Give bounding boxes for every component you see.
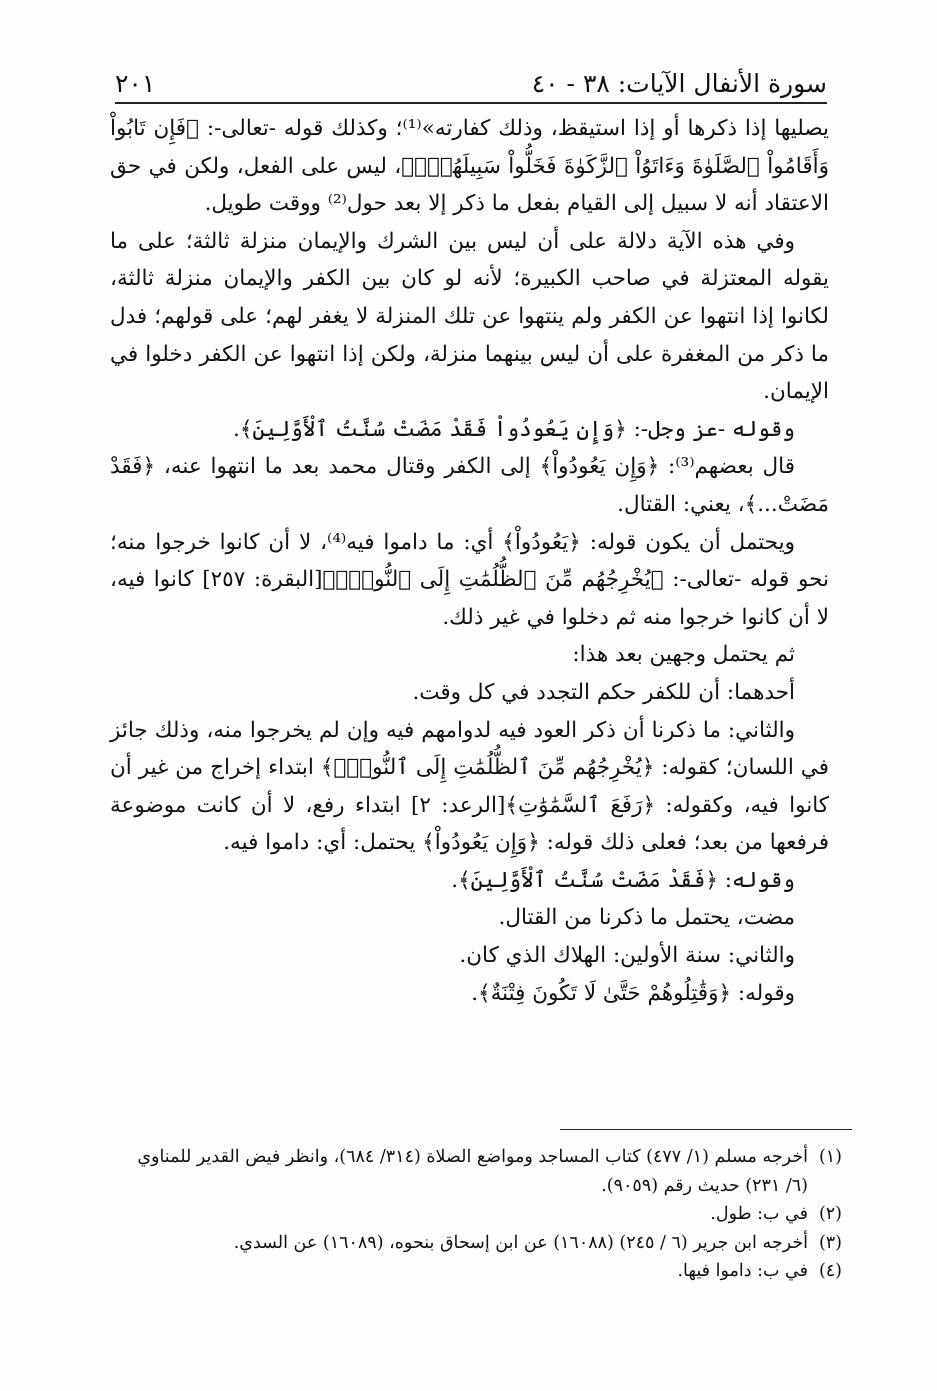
page-number: ٢٠١ <box>115 69 156 98</box>
footnote <box>110 1143 842 1200</box>
footnote-separator <box>560 1129 852 1130</box>
paragraph: يصليها إذا ذكرها أو إذا استيقظ، وذلك كفارته»⁽¹⁾؛ وكذلك قوله -تعالى-: ﴿فَإِن تَابُواْ وَأَقَامُواْ ٱلصَّلَوٰةَ وَءَاتَوُاْ ٱلزَّكَوٰةَ فَخَلُّواْ سَبِيلَهُمْۚ﴾، ليس على الفعل، ولكن في حق الاعتقاد أنه لا سبيل إلى القيام بفعل ما ذكر إلا بعد حول⁽²⁾ ووقت طويل. <box>110 116 829 217</box>
footnote-number: (١) <box>818 1147 842 1167</box>
running-title: سورة الأنفال الآيات: ٣٨ - ٤٠ <box>531 69 827 98</box>
page-header <box>115 58 827 104</box>
paragraph: مضت، يحتمل ما ذكرنا من القتال. <box>498 905 795 931</box>
paragraph: وقوله: ﴿فَقَدْ مَضَتْ سُنَّتُ ٱلْأَوَّلِينَ﴾. <box>451 867 795 893</box>
paragraph: والثاني: ما ذكرنا أن ذكر العود فيه لدوامهم فيه وإن لم يخرجوا منه، وذلك جائز في اللسان؛ كقوله: ﴿يُخْرِجُهُم مِّنَ ٱلظُّلُمَٰتِ إِلَى ٱلنُّورِۖ﴾ ابتداء إخراج من غير أن كانوا فيه، وكقوله: ﴿رَفَعَ ٱلسَّمَٰوَٰتِ﴾[الرعد: ٢] ابتداء رفع، لا أن كانت موضوعة فرفعها من بعد؛ فعلى ذلك قوله: ﴿وَإِن يَعُودُواْ﴾ يحتمل: أي: داموا فيه. <box>110 717 829 856</box>
footnote <box>110 1200 842 1229</box>
paragraph: وقوله: ﴿وَقَٰتِلُوهُمْ حَتَّىٰ لَا تَكُونَ فِتْنَةٌ﴾. <box>471 980 795 1006</box>
footnote-text: في ب: طول. <box>710 1204 808 1224</box>
footnote-text: في ب: داموا فيها. <box>677 1261 808 1281</box>
paragraph: والثاني: سنة الأولين: الهلاك الذي كان. <box>459 943 795 969</box>
main-text <box>110 110 829 1110</box>
paragraph: قال بعضهم⁽³⁾: ﴿وَإِن يَعُودُواْ﴾ إلى الكفر وقتال محمد بعد ما انتهوا عنه، ﴿فَقَدْ مَضَتْ...﴾، يعني: القتال. <box>110 454 829 517</box>
paragraph: وقوله -عز وجل-: ﴿وَإِن يَعُودُواْ فَقَدْ مَضَتْ سُنَّتُ ٱلْأَوَّلِينَ﴾. <box>233 416 795 442</box>
footnote-number: (٤) <box>818 1261 842 1281</box>
footnote-text: أخرجه ابن جرير (٦ / ٢٤٥) (١٦٠٨٨) عن ابن إسحاق بنحوه، (١٦٠٨٩) عن السدي. <box>233 1232 808 1253</box>
paragraph: ويحتمل أن يكون قوله: ﴿يَعُودُواْ﴾ أي: ما داموا فيه⁽⁴⁾، لا أن كانوا خرجوا منه؛ نحو قوله -تعالى-: ﴿يُخْرِجُهُم مِّنَ ٱلظُّلُمَٰتِ إِلَى ٱلنُّورِۖ﴾[البقرة: ٢٥٧] كانوا فيه، لا أن كانوا خرجوا منه ثم دخلوا في غير ذلك. <box>110 529 829 630</box>
paragraph: وفي هذه الآية دلالة على أن ليس بين الشرك والإيمان منزلة ثالثة؛ على ما يقوله المعتزلة في صاحب الكبيرة؛ لأنه لو كان بين الكفر والإيمان منزلة ثالثة، لكانوا إذا انتهوا عن الكفر ولم ينتهوا عن تلك المنزلة لا يغفر لهم؛ على قولهم؛ فدل ما ذكر من المغفرة على أن ليس بينهما منزلة، ولكن إذا انتهوا عن الكفر دخلوا في الإيمان. <box>110 228 829 405</box>
footnotes <box>110 1143 842 1286</box>
footnote-number: (٣) <box>818 1232 842 1253</box>
footnote <box>110 1257 842 1286</box>
paragraph: ثم يحتمل وجهين بعد هذا: <box>572 642 795 668</box>
footnote-number: (٢) <box>818 1204 842 1224</box>
footnote-text: أخرجه مسلم (١/ ٤٧٧) كتاب المساجد ومواضع الصلاة (٣١٤/ ٦٨٤)، وانظر فيض القدير للمناوي (٦/ ٢٣١) حديث رقم (٩٠٥٩). <box>137 1147 808 1196</box>
footnote <box>110 1229 842 1258</box>
paragraph: أحدهما: أن للكفر حكم التجدد في كل وقت. <box>412 679 795 705</box>
